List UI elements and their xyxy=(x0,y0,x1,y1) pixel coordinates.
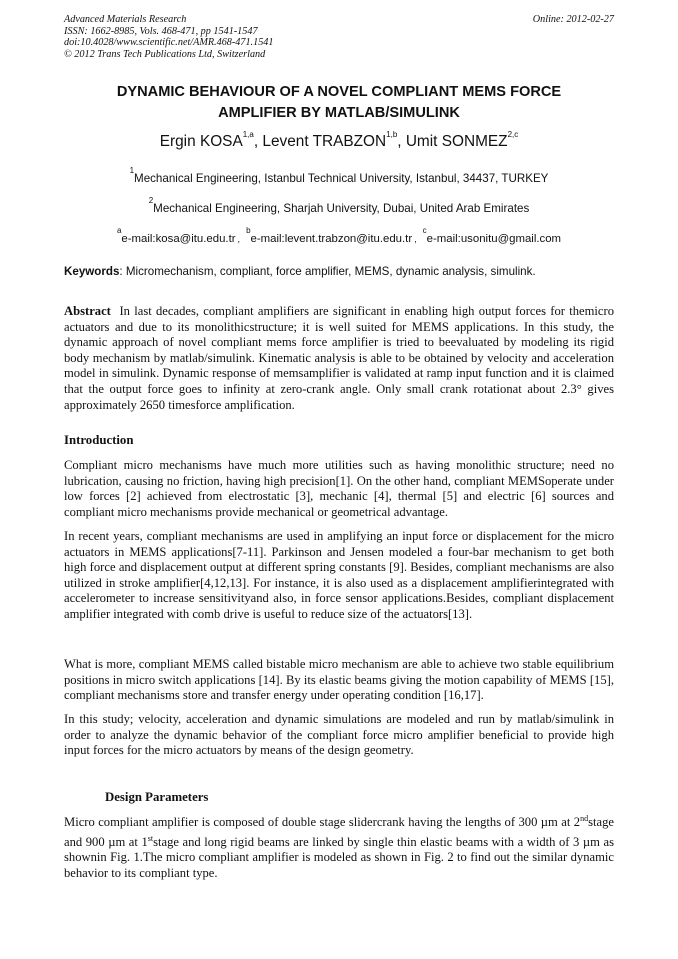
journal-name: Advanced Materials Research xyxy=(64,14,187,25)
ordinal-suffix: nd xyxy=(580,814,589,823)
title-line-2: AMPLIFIER BY MATLAB/SIMULINK xyxy=(218,105,460,121)
abstract-text: In last decades, compliant amplifiers are significant in enabling high output forces for themicro actuators and due to its monolithicstructure; it is well suited for MEMS applications. In this study, the dynamic approach of novel compliant mems force amplifier is tried to beevaluated by modeling its rigid body mechanism by matlab/simulink. Kinematic analysis is able to be obtained by velocity and acceleration model in simulink. Dynamic response of memsamplifier is validated at ramp input function and it is claimed that the output force goes to infinity at zero-crank angle. Only small crank rotationat about 2.3° gives approximately 2650 timesforce amplification. xyxy=(64,304,615,412)
email-separator: , xyxy=(414,234,417,244)
author-name: , Levent TRABZON xyxy=(253,133,387,150)
section-heading-design-parameters: Design Parameters xyxy=(105,790,209,804)
section-heading-introduction: Introduction xyxy=(64,433,134,447)
email-mark: b xyxy=(246,226,251,235)
affiliation-mark: 1 xyxy=(129,166,135,175)
design-paragraph xyxy=(64,811,614,881)
doi-line: doi:10.4028/www.scientific.net/AMR.468-471.1541 xyxy=(64,37,274,49)
author-name: , Umit SONMEZ xyxy=(397,133,508,150)
email-mark: c xyxy=(422,226,427,235)
email-address[interactable]: e-mail:kosa@itu.edu.tr xyxy=(121,233,236,245)
ordinal-suffix: st xyxy=(147,833,154,843)
issn-line: ISSN: 1662-8985, Vols. 468-471, pp 1541-1547 xyxy=(64,25,258,37)
design-text-part: Micro compliant amplifier is composed of double stage slidercrank having the lengths of 300 µm at 2 xyxy=(64,815,581,829)
journal-header xyxy=(64,14,614,60)
online-date: Online: 2012-02-27 xyxy=(532,14,614,25)
author-list xyxy=(0,130,678,151)
email-address[interactable]: e-mail:levent.trabzon@itu.edu.tr xyxy=(250,233,413,245)
author-affiliation-mark: 1,a xyxy=(242,130,254,139)
keywords-text: : Micromechanism, compliant, force amplifier, MEMS, dynamic analysis, simulink. xyxy=(119,265,536,278)
intro-paragraph: What is more, compliant MEMS called bistable micro mechanism are able to achieve two stable equilibrium positions in micro switch applications [14]. By its elastic beams giving the motion capability of MEMS [15], compliant mechanisms store and transfer energy under operating condition [16,17]. xyxy=(64,657,614,703)
affiliation-mark: 2 xyxy=(148,196,154,205)
keywords-label: Keywords xyxy=(64,265,120,278)
email-mark: a xyxy=(116,226,122,235)
copyright-line: © 2012 Trans Tech Publications Ltd, Switzerland xyxy=(64,48,266,60)
intro-paragraph: Compliant micro mechanisms have much more utilities such as having monolithic structure; need no lubrication, causing no friction, having high precision[1]. On the other hand, compliant MEMSoperate under low forces [2] achieved from electrostatic [3], mechanic [4], thermal [5] and electric [6] sources and compliant micro mechanisms provide mechanical or geometrical advantage. xyxy=(64,458,614,519)
email-address[interactable]: e-mail:usonitu@gmail.com xyxy=(426,233,562,245)
affiliation-text: Mechanical Engineering, Istanbul Technical University, Istanbul, 34437, TURKEY xyxy=(134,172,549,185)
author-affiliation-mark: 2,c xyxy=(507,130,519,139)
design-text-part: stage and 900 µm at 1 xyxy=(64,815,614,849)
design-text-part: stage and long rigid beams are linked by single thin elastic beams with a width of 3 µm as shownin Fig. 1.The micro compliant amplifier is modeled as shown in Fig. 2 to find out the similar dynamic behavior to its compliant type. xyxy=(64,834,614,880)
paper-title xyxy=(64,82,614,124)
email-list xyxy=(0,226,678,245)
abstract xyxy=(64,304,614,413)
email-separator: , xyxy=(237,234,241,244)
abstract-label: Abstract xyxy=(64,304,111,318)
keywords xyxy=(64,265,614,278)
affiliation-1 xyxy=(0,166,678,185)
intro-paragraph: In this study; velocity, acceleration and dynamic simulations are modeled and run by matlab/simulink in order to analyze the dynamic behavior of the compliant force micro amplifier beneficial to provide high input forces for the micro actuators by means of the design geometry. xyxy=(64,712,614,758)
affiliation-text: Mechanical Engineering, Sharjah University, Dubai, United Arab Emirates xyxy=(153,202,530,215)
author-affiliation-mark: 1,b xyxy=(386,130,398,139)
title-line-1: DYNAMIC BEHAVIOUR OF A NOVEL COMPLIANT MEMS FORCE xyxy=(116,84,562,100)
author-name: Ergin KOSA xyxy=(159,133,243,150)
affiliation-2 xyxy=(0,196,678,215)
intro-paragraph: In recent years, compliant mechanisms are used in amplifying an input force or displacement for the micro actuators in MEMS applications[7-11]. Parkinson and Jensen modeled a four-bar mechanism to get both high force and displacement output at different spring constants [9]. Besides, compliant mechanisms are also utilized in stroke amplifier[4,12,13]. For instance, it is also used as a displacement amplifierintegrated with accelerometer to increase sensitivityand also, in force sensor applications.Besides, compliant displacement amplifier integrated with comb drive is useful to reduce size of the actuators[13]. xyxy=(64,529,614,621)
